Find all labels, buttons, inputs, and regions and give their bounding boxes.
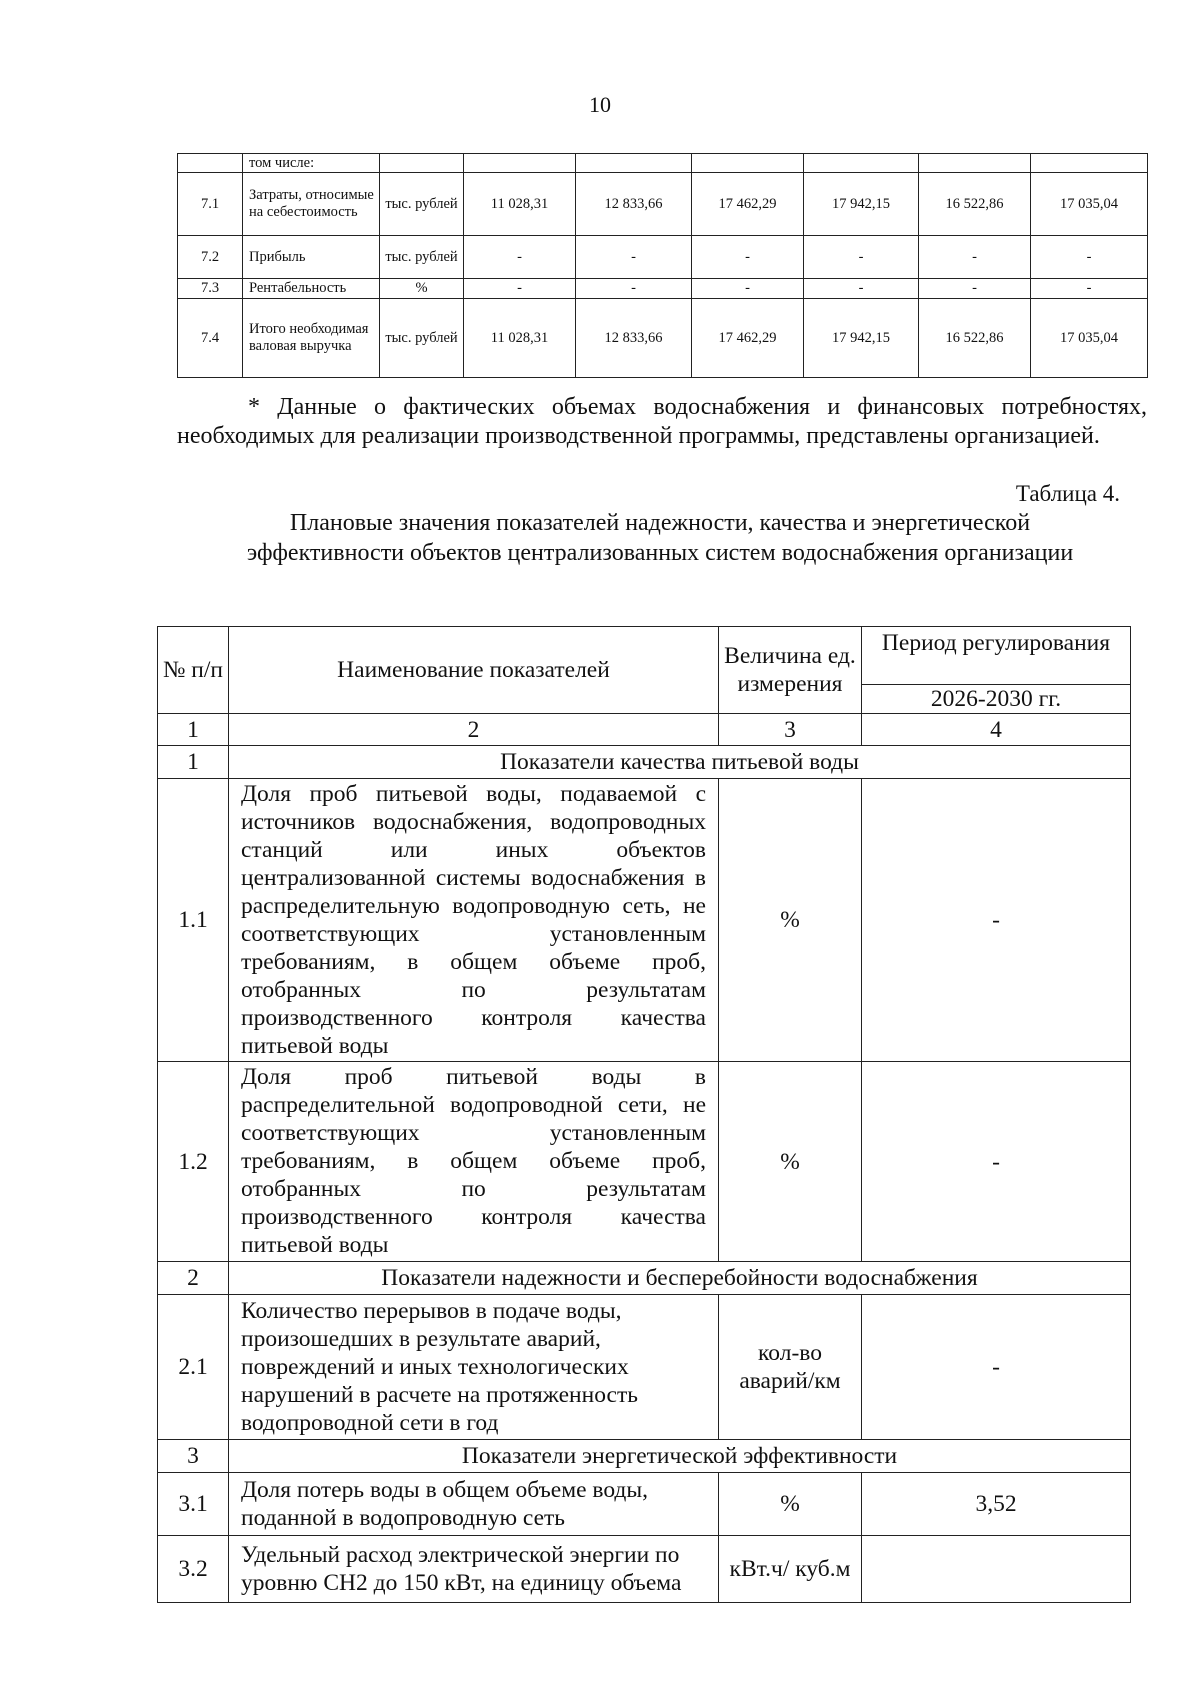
row-name: Удельный расход электрической энергии по уровню СН2 до 150 кВт, на единицу объема: [229, 1536, 719, 1603]
row-value: 17 462,29: [692, 299, 804, 378]
row-name: том числе:: [243, 154, 380, 173]
table-row: [178, 299, 1148, 378]
row-number: 3.2: [158, 1536, 229, 1603]
row-value: -: [692, 236, 804, 279]
column-number: 1: [158, 714, 229, 746]
table-row: [178, 154, 1148, 173]
section-number: 2: [158, 1262, 229, 1295]
row-value: 17 942,15: [804, 173, 919, 236]
row-value: -: [862, 1062, 1131, 1262]
column-number: 2: [229, 714, 719, 746]
row-unit: тыс. рублей: [380, 173, 464, 236]
column-numbers-row: [158, 714, 1131, 746]
row-value: 17 035,04: [1031, 299, 1148, 378]
row-name: Доля проб питьевой воды в распределительной водопроводной сети, не соответствующих установленным требованиям, в общем объеме проб, отобранных по результатам производственного контроля качества питьевой воды: [229, 1062, 719, 1262]
table-row: [178, 173, 1148, 236]
row-value: -: [804, 236, 919, 279]
row-value: -: [919, 236, 1031, 279]
row-unit: %: [719, 1062, 862, 1262]
row-unit: кВт.ч/ куб.м: [719, 1536, 862, 1603]
financial-needs-table: [177, 153, 1148, 378]
row-value: 17 942,15: [804, 299, 919, 378]
row-value: [919, 154, 1031, 173]
table-row: [158, 779, 1131, 1062]
section-title: Показатели надежности и бесперебойности водоснабжения: [229, 1262, 1131, 1295]
row-value: 17 462,29: [692, 173, 804, 236]
row-name: Затраты, относимые на себестоимость: [243, 173, 380, 236]
row-number: 7.3: [178, 279, 243, 299]
row-unit: %: [719, 779, 862, 1062]
table-title-line: эффективности объектов централизованных систем водоснабжения организации: [246, 540, 1074, 566]
row-name: Количество перерывов в подаче воды, произошедших в результате аварий, повреждений и иных технологических нарушений в расчете на протяженность водопроводной сети в год: [229, 1295, 719, 1440]
header-unit: Величина ед. измерения: [719, 627, 862, 714]
row-value: [862, 1536, 1131, 1603]
row-name: Доля потерь воды в общем объеме воды, поданной в водопроводную сеть: [229, 1473, 719, 1536]
footnote-text: * Данные о фактических объемах водоснабжения и финансовых потребностях, необходимых для реализации производственной программы, представлены организацией.: [177, 394, 1147, 449]
section-number: 1: [158, 746, 229, 779]
row-value: [464, 154, 576, 173]
row-value: -: [576, 236, 692, 279]
table-row: [158, 1295, 1131, 1440]
row-value: 3,52: [862, 1473, 1131, 1536]
row-unit: тыс. рублей: [380, 299, 464, 378]
row-value: 12 833,66: [576, 299, 692, 378]
row-value: -: [862, 779, 1131, 1062]
header-period: Период регулирования: [862, 627, 1131, 685]
section-row: [158, 1440, 1131, 1473]
column-number: 3: [719, 714, 862, 746]
column-number: 4: [862, 714, 1131, 746]
table-row: [178, 236, 1148, 279]
table-title: [120, 508, 1200, 568]
row-number: 7.4: [178, 299, 243, 378]
section-title: Показатели качества питьевой воды: [229, 746, 1131, 779]
row-value: -: [919, 279, 1031, 299]
row-value: -: [1031, 236, 1148, 279]
row-value: -: [692, 279, 804, 299]
row-value: [576, 154, 692, 173]
row-unit: тыс. рублей: [380, 236, 464, 279]
footnote: [177, 393, 1147, 451]
row-number: 1.1: [158, 779, 229, 1062]
table-row: [158, 1473, 1131, 1536]
table-title-line: Плановые значения показателей надежности, качества и энергетической: [289, 510, 1031, 536]
row-number: 2.1: [158, 1295, 229, 1440]
row-value: [1031, 154, 1148, 173]
row-value: 16 522,86: [919, 173, 1031, 236]
section-title: Показатели энергетической эффективности: [229, 1440, 1131, 1473]
page-number: 10: [589, 92, 611, 117]
table-row: [158, 1062, 1131, 1262]
row-unit: %: [380, 279, 464, 299]
section-row: [158, 746, 1131, 779]
row-unit: [380, 154, 464, 173]
row-value: [804, 154, 919, 173]
row-name: Доля проб питьевой воды, подаваемой с источников водоснабжения, водопроводных станций или иных объектов централизованной системы водоснабжения в распределительную водопроводную сеть, не соответствующих установленным требованиям, в общем объеме проб, отобранных по результатам производственного контроля качества питьевой воды: [229, 779, 719, 1062]
section-row: [158, 1262, 1131, 1295]
row-value: [692, 154, 804, 173]
row-name: Итого необходимая валовая выручка: [243, 299, 380, 378]
indicators-table: [157, 626, 1131, 1603]
table-row: [178, 279, 1148, 299]
table-row: [158, 1536, 1131, 1603]
header-num: № п/п: [158, 627, 229, 714]
row-name: Прибыль: [243, 236, 380, 279]
row-value: -: [862, 1295, 1131, 1440]
row-value: -: [464, 279, 576, 299]
row-number: [178, 154, 243, 173]
row-unit: %: [719, 1473, 862, 1536]
row-number: 3.1: [158, 1473, 229, 1536]
row-value: 17 035,04: [1031, 173, 1148, 236]
row-unit: кол-во аварий/км: [719, 1295, 862, 1440]
row-value: 11 028,31: [464, 173, 576, 236]
row-number: 7.1: [178, 173, 243, 236]
header-row: [158, 627, 1131, 685]
row-value: 12 833,66: [576, 173, 692, 236]
row-value: -: [464, 236, 576, 279]
row-value: -: [1031, 279, 1148, 299]
row-value: 16 522,86: [919, 299, 1031, 378]
section-number: 3: [158, 1440, 229, 1473]
header-period-value: 2026-2030 гг.: [862, 685, 1131, 714]
row-value: 11 028,31: [464, 299, 576, 378]
row-number: 1.2: [158, 1062, 229, 1262]
row-name: Рентабельность: [243, 279, 380, 299]
row-number: 7.2: [178, 236, 243, 279]
table-label: Таблица 4.: [1015, 481, 1120, 506]
row-value: -: [576, 279, 692, 299]
row-value: -: [804, 279, 919, 299]
header-name: Наименование показателей: [229, 627, 719, 714]
